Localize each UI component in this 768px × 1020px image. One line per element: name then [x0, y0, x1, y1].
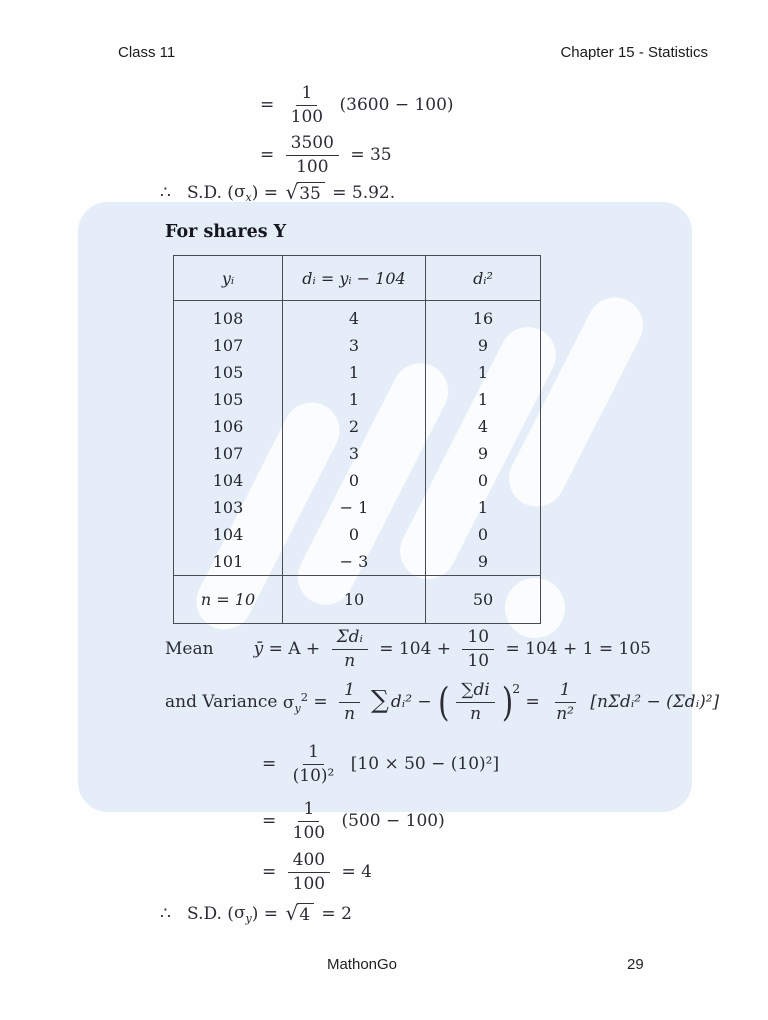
- math-rm: =: [520, 692, 546, 713]
- table-cell: 101: [174, 548, 283, 576]
- table-column-header: dᵢ = yᵢ − 104: [283, 256, 426, 301]
- table-header-row: [174, 256, 541, 301]
- math-rm: ) =: [251, 904, 284, 925]
- math-frac: $\frac{1}{\text{n²}}$: [556, 680, 574, 724]
- table-cell: 0: [426, 521, 541, 548]
- math-sum: ∑: [371, 684, 389, 714]
- math-it: ȳ: [253, 639, 264, 660]
- table-cell: 16: [426, 301, 541, 333]
- table-cell: 0: [283, 467, 426, 494]
- table-cell: 9: [426, 548, 541, 576]
- table-cell: 103: [174, 494, 283, 521]
- table-cell: 0: [283, 521, 426, 548]
- math-rm: [10 × 50 − (10)²]: [345, 754, 500, 775]
- table-row: [174, 548, 541, 576]
- table-cell: 104: [174, 521, 283, 548]
- math-it: [nΣdᵢ² − (Σdᵢ)²]: [590, 692, 720, 713]
- math-rm: = 104 +: [373, 639, 457, 660]
- equation-line: [260, 134, 392, 176]
- math-frac: $\frac{1}{\text{(10)²}}$: [292, 742, 335, 786]
- table-cell: 108: [174, 301, 283, 333]
- table-cell: 3: [283, 332, 426, 359]
- math-rm: Mean: [165, 639, 214, 660]
- table-cell: 9: [426, 440, 541, 467]
- math-rm: =: [262, 811, 282, 832]
- table-row: [174, 494, 541, 521]
- table-column-header: yᵢ: [174, 256, 283, 301]
- table-cell: 1: [426, 494, 541, 521]
- table-cell: − 1: [283, 494, 426, 521]
- math-frac: $\frac{400}{100}$: [288, 851, 330, 893]
- table-cell: 1: [283, 386, 426, 413]
- table-cell: 1: [426, 359, 541, 386]
- math-rm: = 2: [316, 904, 352, 925]
- table-total-row: [174, 576, 541, 624]
- square-root: √ 35: [285, 182, 324, 205]
- table-total-cell: n = 10: [174, 576, 283, 624]
- math-sub: $\sigma_y$: [233, 903, 252, 926]
- equation-line: [160, 903, 352, 926]
- table-cell: 106: [174, 413, 283, 440]
- class-label: Class 11: [118, 44, 176, 61]
- page-number: 29: [627, 956, 644, 973]
- math-rm: = 104 + 1 = 105: [500, 639, 651, 660]
- math-rm: ) =: [251, 183, 284, 204]
- table-cell: 3: [283, 440, 426, 467]
- math-rm: =: [262, 862, 282, 883]
- math-frac: $\frac{\text{Σdᵢ}}{n}$: [332, 628, 368, 670]
- table-row: [174, 467, 541, 494]
- chapter-label: Chapter 15 - Statistics: [560, 44, 708, 61]
- math-rm: and Variance: [165, 692, 283, 713]
- math-frac: $\frac{1}{n}$: [339, 681, 360, 723]
- table-cell: 2: [283, 413, 426, 440]
- math-rm: ∴ S.D. (: [160, 904, 234, 925]
- math-frac: $\frac{3500}{100}$: [286, 134, 339, 176]
- table-column-header: dᵢ²: [426, 256, 541, 301]
- table-cell: − 3: [283, 548, 426, 576]
- math-rm: =: [262, 754, 282, 775]
- math-rm: =: [308, 692, 334, 713]
- table-row: [174, 386, 541, 413]
- math-rm: =: [260, 95, 280, 116]
- math-rm: = 5.92.: [326, 183, 396, 204]
- table-row: [174, 301, 541, 333]
- math-rm: ∴ S.D. (: [160, 183, 234, 204]
- equation-line: [262, 743, 499, 785]
- table-cell: 4: [426, 413, 541, 440]
- math-frac: $\frac{1}{100}$: [292, 799, 326, 843]
- math-rm: = A +: [263, 639, 326, 660]
- math-it: dᵢ²: [390, 692, 413, 713]
- table-cell: 9: [426, 332, 541, 359]
- math-rm: = 35: [344, 145, 392, 166]
- equation-line-mean: [165, 628, 651, 670]
- math-rm: (3600 − 100): [334, 95, 454, 116]
- math-sub: $\sigma_x$: [233, 182, 252, 205]
- table-row: [174, 521, 541, 548]
- stats-table: [173, 255, 541, 624]
- table-cell: 107: [174, 332, 283, 359]
- equation-line: [262, 800, 445, 842]
- table-row: [174, 359, 541, 386]
- table-cell: 105: [174, 386, 283, 413]
- table-cell: 4: [283, 301, 426, 333]
- table-row: [174, 440, 541, 467]
- section-heading: For shares Y: [165, 222, 287, 242]
- table-cell: 104: [174, 467, 283, 494]
- math-rp: ): [501, 678, 514, 725]
- table-row: [174, 413, 541, 440]
- equation-line-variance: [165, 678, 720, 725]
- table-cell: 0: [426, 467, 541, 494]
- equation-line: [262, 851, 372, 893]
- footer-brand: MathonGo: [326, 956, 398, 973]
- math-lp: (: [438, 678, 450, 725]
- math-frac: $\frac{\sum di}{n}$: [456, 681, 494, 723]
- table-row: [174, 332, 541, 359]
- equation-line: [260, 84, 454, 126]
- math-rm: (500 − 100): [336, 811, 445, 832]
- math-sub: $\sigma_y^2$: [282, 689, 309, 715]
- table-cell: 1: [283, 359, 426, 386]
- math-frac: $\frac{1}{100}$: [290, 83, 324, 127]
- square-root: √ 4: [285, 903, 314, 926]
- table-cell: 1: [426, 386, 541, 413]
- table-cell: 105: [174, 359, 283, 386]
- table-total-cell: 50: [426, 576, 541, 624]
- equation-line: [160, 182, 395, 205]
- table-cell: 107: [174, 440, 283, 467]
- math-hsup: 2: [512, 681, 521, 696]
- math-rm: = 4: [336, 862, 372, 883]
- math-frac: $\frac{10}{10}$: [462, 628, 494, 670]
- math-rm: =: [260, 145, 280, 166]
- table-total-cell: 10: [283, 576, 426, 624]
- math-rm: −: [412, 692, 438, 713]
